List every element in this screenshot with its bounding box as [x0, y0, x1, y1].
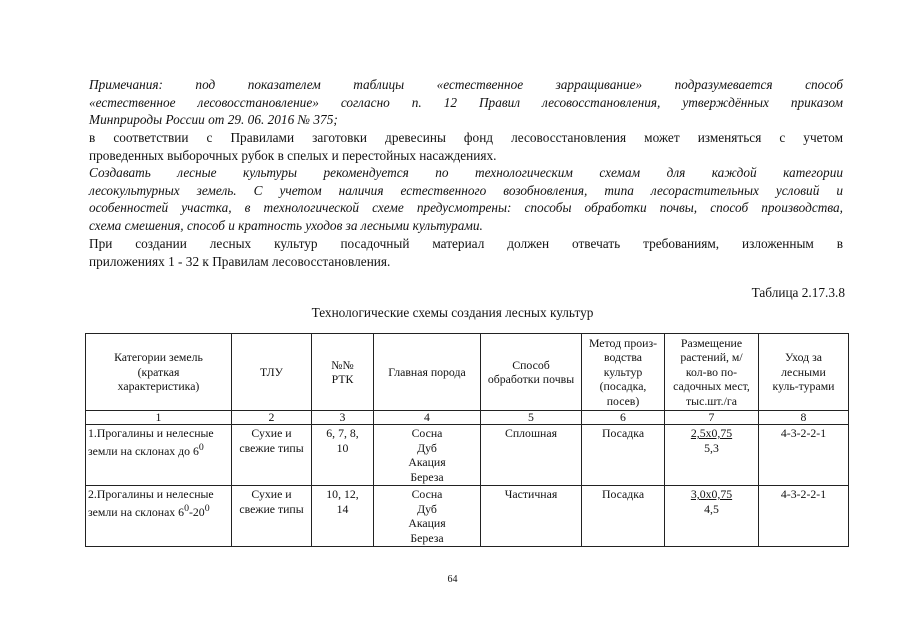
- text-line: Береза: [410, 469, 444, 484]
- table-body: [86, 425, 849, 547]
- text-line: Акация: [408, 516, 446, 530]
- text-line: кол-во по-: [685, 364, 738, 379]
- soil-treatment-cell: Сплошная: [481, 425, 582, 486]
- degree-mark: 0: [184, 502, 189, 514]
- care-scheme-cell: 4-3-2-2-1: [759, 486, 849, 547]
- density-value: 4,5: [704, 501, 719, 516]
- tlu-cell: Сухие и свежие типы: [232, 425, 312, 486]
- text-line: водства: [603, 350, 643, 365]
- land-category-cell: [86, 486, 232, 547]
- paragraph-line: в соответствии с Правилами заготовки древесины фонд лесовосстановления может изменяться с учетом: [89, 130, 843, 145]
- table-header-row: [86, 334, 849, 411]
- technology-schemes-table: [85, 333, 849, 547]
- text-line: (посадка,: [599, 379, 647, 394]
- column-number: 3: [312, 411, 374, 425]
- rtk-cell: [312, 425, 374, 486]
- rtk-cell: [312, 486, 374, 547]
- production-method-cell: Посадка: [582, 486, 665, 547]
- text-line: культур: [603, 364, 643, 379]
- text-line: Сосна: [411, 426, 443, 440]
- text-line: посев): [606, 393, 640, 408]
- column-number: 7: [665, 411, 759, 425]
- spacing-value: 2,5х0,75: [690, 426, 733, 440]
- paragraph-line: лесокультурных земель. С учетом наличия естественного возобновления, типа лесорастительных условий и: [89, 182, 843, 198]
- paragraph-line: Примечания: под показателем таблицы «естественное зарращивание» подразумевается способ: [89, 77, 843, 92]
- text-line: 6, 7, 8,: [326, 426, 359, 440]
- paragraph-line: Минприроды России от 29. 06. 2016 № 375;: [89, 112, 338, 128]
- text-line: 14: [336, 501, 349, 516]
- column-number: 8: [759, 411, 849, 425]
- planting-material-paragraph: [89, 235, 843, 270]
- degree-mark: 0: [198, 441, 204, 453]
- column-number: 2: [232, 411, 312, 425]
- column-number: 6: [582, 411, 665, 425]
- text-line: лесными: [781, 364, 826, 379]
- page-number: 64: [447, 574, 458, 585]
- text-line: 10: [336, 440, 349, 455]
- paragraph-line: Создавать лесные культуры рекомендуется по технологическим схемам для каждой категории: [89, 165, 843, 180]
- paragraph-line: особенностей участка, в технологической схеме предусмотрены: способы обработки почвы, способ производства,: [89, 200, 843, 216]
- column-header: [232, 334, 312, 411]
- paragraph-line: приложениях 1 - 32 к Правилам лесовосстановления.: [89, 253, 391, 269]
- column-number: 4: [374, 411, 481, 425]
- text-line: Категории земель: [114, 350, 203, 365]
- placement-cell: [665, 425, 759, 486]
- text-line: Дуб: [417, 440, 437, 455]
- text-line: РТК: [331, 372, 354, 386]
- notes-paragraph: [89, 76, 843, 129]
- text-line: Дуб: [417, 501, 437, 516]
- paragraph-line: схема смешения, способ и кратность уходов за лесными культурами.: [89, 217, 483, 233]
- text-line: Метод произ-: [588, 335, 658, 350]
- tlu-cell: Сухие и свежие типы: [232, 486, 312, 547]
- table-title: Технологические схемы создания лесных культур: [311, 305, 594, 320]
- column-header: [665, 334, 759, 411]
- text-line: растений, м/: [680, 350, 743, 365]
- text-line: Береза: [410, 530, 444, 545]
- table-label: Таблица 2.17.3.8: [751, 285, 845, 300]
- column-header: [759, 334, 849, 411]
- care-scheme-cell: 4-3-2-2-1: [759, 425, 849, 486]
- text-line: 10, 12,: [326, 487, 359, 501]
- main-species-cell: [374, 425, 481, 486]
- text-line: тыс.шт./га: [686, 393, 737, 408]
- text-line: характеристика): [117, 379, 200, 394]
- category-range-end: -20: [188, 504, 205, 519]
- text-line: Главная порода: [388, 364, 466, 379]
- text-line: ТЛУ: [260, 364, 283, 379]
- column-header: [582, 334, 665, 411]
- table-row: [86, 425, 849, 486]
- column-header: [374, 334, 481, 411]
- category-text: 2.Прогалины и нелесные земли на склонах 6: [88, 487, 214, 519]
- density-value: 5,3: [704, 440, 719, 455]
- text-line: Уход за: [784, 350, 823, 365]
- text-line: обработки почвы: [487, 372, 575, 386]
- spacing-value: 3,0х0,75: [690, 487, 733, 501]
- soil-treatment-cell: Частичная: [481, 486, 582, 547]
- placement-cell: [665, 486, 759, 547]
- text-line: садочных мест,: [673, 379, 750, 394]
- land-category-cell: [86, 425, 232, 486]
- column-header: [86, 334, 232, 411]
- table-row: [86, 486, 849, 547]
- text-line: куль-турами: [772, 379, 835, 394]
- paragraph-line: При создании лесных культур посадочный материал должен отвечать требованиям, изложенным в: [89, 236, 843, 251]
- degree-mark: 0: [204, 502, 210, 514]
- column-header: [481, 334, 582, 411]
- text-line: №№: [331, 357, 354, 372]
- text-line: Акация: [408, 455, 446, 469]
- harvest-rules-paragraph: [89, 129, 843, 164]
- category-text: 1.Прогалины и нелесные земли на склонах до 6: [88, 426, 214, 458]
- recommendation-paragraph: [89, 164, 843, 234]
- text-line: (краткая: [137, 364, 180, 379]
- paragraph-line: проведенных выборочных рубок в спелых и перестойных насаждениях.: [89, 147, 497, 163]
- production-method-cell: Посадка: [582, 425, 665, 486]
- column-number: 1: [86, 411, 232, 425]
- column-header: [312, 334, 374, 411]
- text-line: Способ: [512, 357, 550, 372]
- column-number: 5: [481, 411, 582, 425]
- paragraph-line: «естественное лесовосстановление» согласно п. 12 Правил лесовосстановления, утверждённых приказом: [89, 94, 843, 110]
- text-line: Размещение: [680, 335, 743, 350]
- text-line: Сосна: [411, 487, 443, 501]
- main-species-cell: [374, 486, 481, 547]
- table-column-numbers-row: [86, 411, 849, 425]
